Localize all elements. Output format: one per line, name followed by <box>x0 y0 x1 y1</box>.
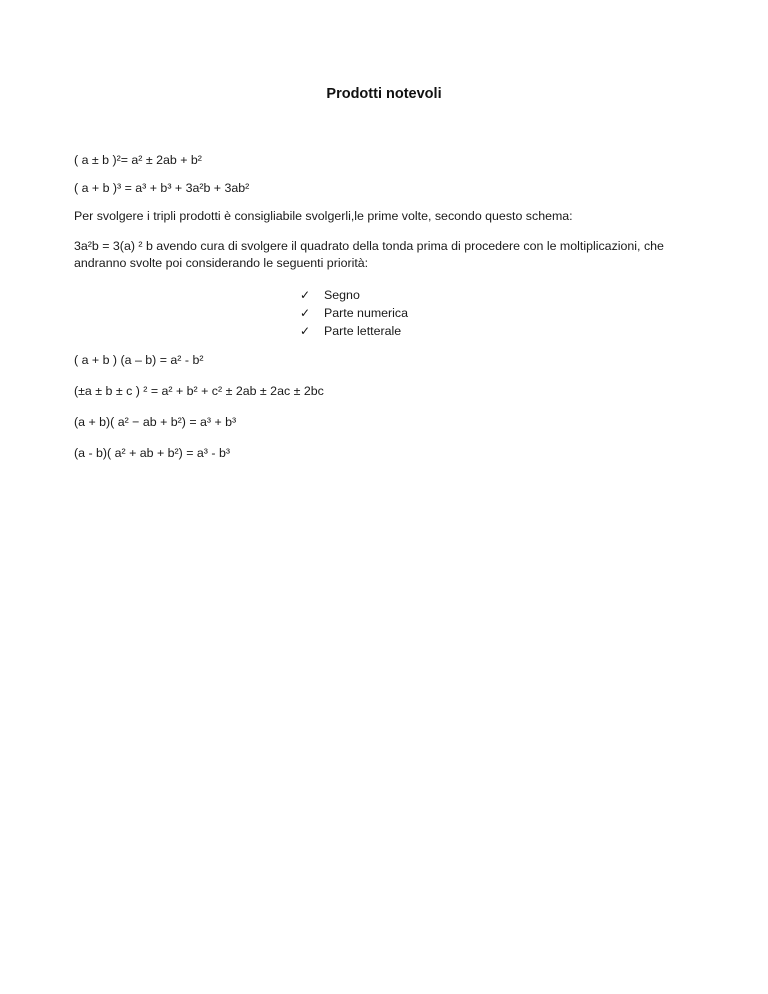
intro-triple-products: Per svolgere i tripli prodotti è consigliabile svolgerli,le prime volte, secondo questo schema: <box>74 209 573 223</box>
priority-list <box>300 286 408 340</box>
priority-item <box>300 322 408 340</box>
priority-item <box>300 286 408 304</box>
priority-label: Parte numerica <box>324 306 409 320</box>
formula-cube: ( a + b )³ = a³ + b³ + 3a²b + 3ab² <box>74 181 250 195</box>
formula-difference-of-cubes: (a - b)( a² + ab + b²) = a³ - b³ <box>74 446 230 460</box>
page-title: Prodotti notevoli <box>326 86 442 102</box>
scheme-paragraph: 3a²b = 3(a) ² b avendo cura di svolgere il quadrato della tonda prima di procedere con le moltiplicazioni, che andranno svolte poi considerando le seguenti priorità: <box>74 239 664 270</box>
priority-item <box>300 304 408 322</box>
formula-sum-of-cubes: (a + b)( a² − ab + b²) = a³ + b³ <box>74 415 237 429</box>
formula-trinomial-square: (±a ± b ± c ) ² = a² + b² + c² ± 2ab ± 2ac ± 2bc <box>74 384 324 398</box>
check-icon: ✓ <box>300 306 311 320</box>
priority-label: Parte letterale <box>324 324 402 338</box>
formula-square: ( a ± b )²= a² ± 2ab + b² <box>74 153 202 167</box>
priority-label: Segno <box>324 288 360 302</box>
check-icon: ✓ <box>300 288 311 302</box>
check-icon: ✓ <box>300 324 311 338</box>
formula-difference-of-squares: ( a + b ) (a – b) = a² - b² <box>74 353 204 367</box>
